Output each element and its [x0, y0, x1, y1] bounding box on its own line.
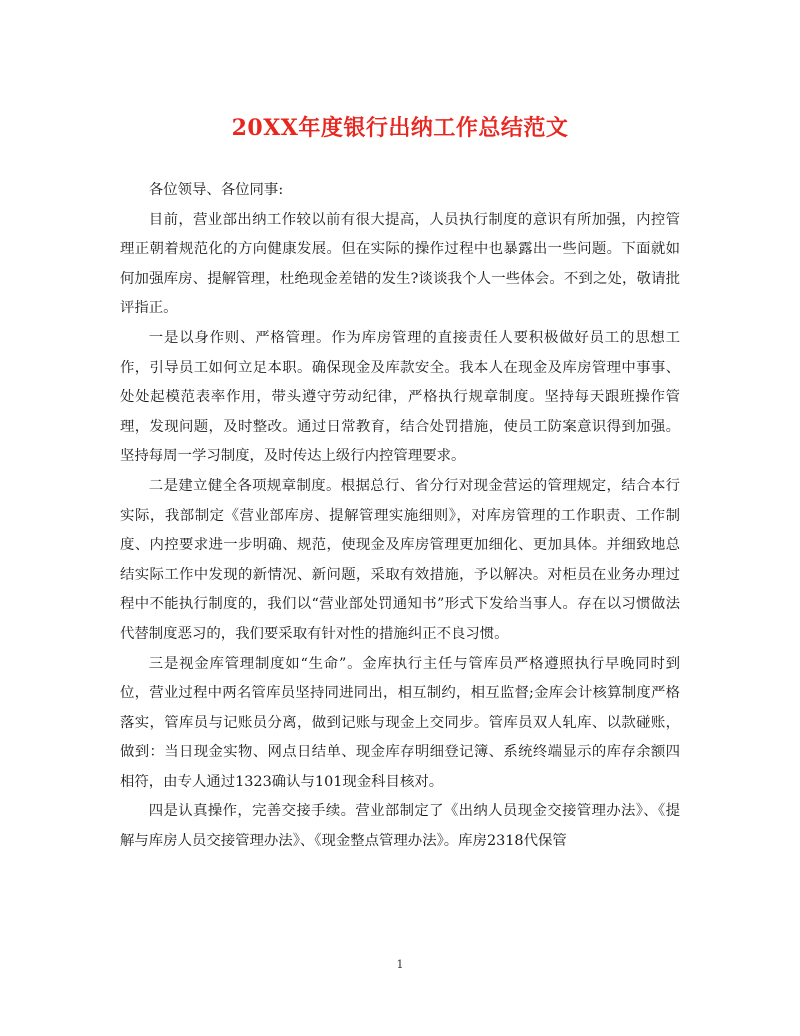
paragraph-point-3: 三是视金库管理制度如“生命”。金库执行主任与管库员严格遵照执行早晚同时到位，营业过程中两名管库员坚持同进同出，相互制约，相互监督;金库会计核算制度严格落实，管库员与记账员分离，做到记账与现金上交同步。管库员双人轧库、以款碰账，做到：当日现金实物、网点日结单、现金库存明细登记簿、系统终端显示的库存余额四相符，由专人通过1323确认与101现金科目核对。	[120, 655, 680, 790]
paragraph-point-4: 四是认真操作，完善交接手续。营业部制定了《出纳人员现金交接管理办法》、《提解与库房人员交接管理办法》、《现金整点管理办法》。库房2318代保管	[120, 803, 680, 850]
paragraph-point-2: 二是建立健全各项规章制度。根据总行、省分行对现金营运的管理规定，结合本行实际，我部制定《营业部库房、提解管理实施细则》，对库房管理的工作职责、工作制度、内控要求进一步明确、规范，使现金及库房管理更加细化、更加具体。并细致地总结实际工作中发现的新情况、新问题，采取有效措施，予以解决。对柜员在业务办理过程中不能执行制度的，我们以“营业部处罚通知书”形式下发给当事人。存在以习惯做法代替制度恶习的，我们要采取有针对性的措施纠正不良习惯。	[120, 477, 680, 642]
page-number: 1	[396, 958, 404, 971]
paragraph-intro: 目前，营业部出纳工作较以前有很大提高，人员执行制度的意识有所加强，内控管理正朝着规范化的方向健康发展。但在实际的操作过程中也暴露出一些问题。下面就如何加强库房、提解管理，杜绝现金差错的发生?谈谈我个人一些体会。不到之处，敬请批评指正。	[120, 211, 680, 317]
salutation: 各位领导、各位同事:	[148, 182, 284, 198]
document-title: 20XX年度银行出纳工作总结范文	[231, 115, 569, 141]
document-body	[120, 176, 680, 857]
paragraph-point-1: 一是以身作则、严格管理。作为库房管理的直接责任人要积极做好员工的思想工作，引导员工如何立足本职。确保现金及库款安全。我本人在现金及库房管理中事事、处处起模范表率作用，带头遵守劳动纪律，严格执行规章制度。坚持每天跟班操作管理，发现问题，及时整改。通过日常教育，结合处罚措施，使员工防案意识得到加强。坚持每周一学习制度，及时传达上级行内控管理要求。	[120, 329, 680, 465]
